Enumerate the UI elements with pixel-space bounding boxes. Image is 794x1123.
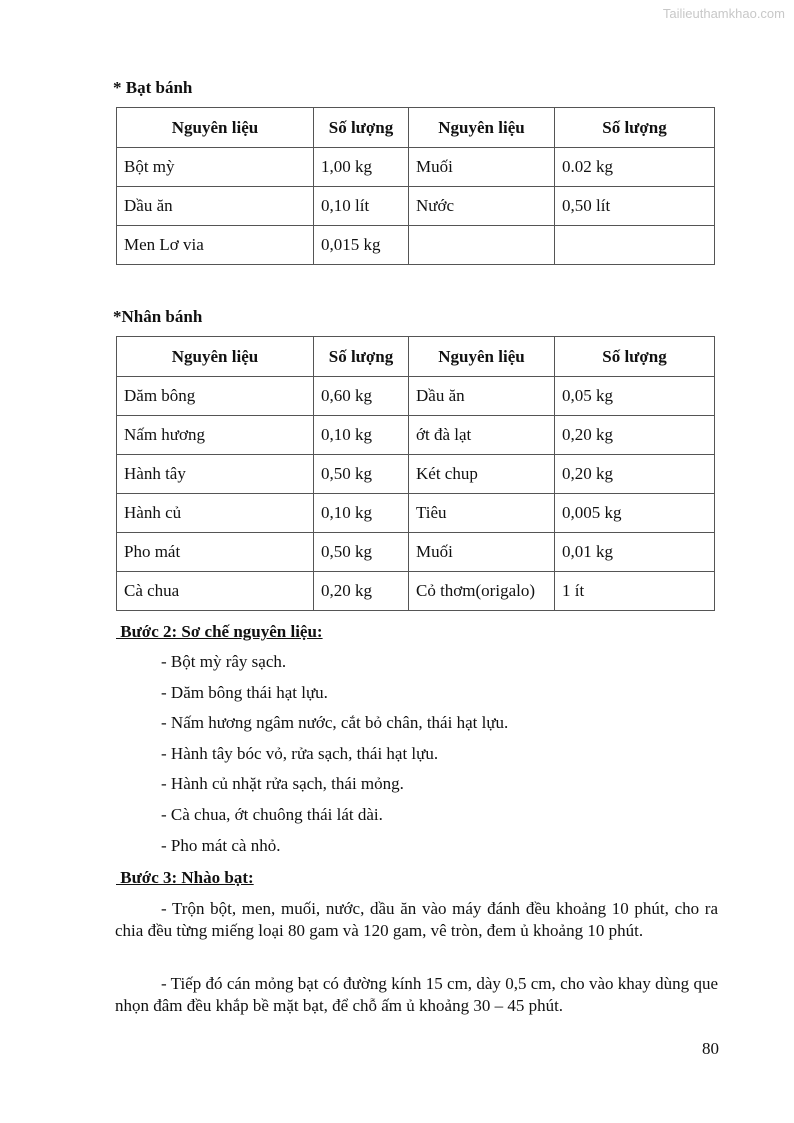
bat-banh-table	[116, 107, 715, 265]
column-header: Nguyên liệu	[409, 108, 555, 148]
step2-list-item: - Pho mát cà nhỏ.	[161, 835, 281, 855]
table-cell: Men Lơ via	[117, 226, 314, 265]
table-cell: 0,01 kg	[555, 533, 715, 572]
table-cell: 0.02 kg	[555, 148, 715, 187]
step2-list-item: - Hành tây bóc vỏ, rửa sạch, thái hạt lựu.	[161, 743, 439, 763]
table-row	[117, 572, 715, 611]
table-cell: Muối	[409, 148, 555, 187]
table-row	[117, 226, 715, 265]
table-cell: Nước	[409, 187, 555, 226]
table-cell: 0,015 kg	[314, 226, 409, 265]
step3-heading: Bước 3: Nhào bạt:	[116, 868, 254, 887]
section-title-nhan-banh: *Nhân bánh	[113, 307, 203, 326]
page-number: 80	[702, 1039, 719, 1058]
table-header-row	[117, 108, 715, 148]
table-row	[117, 187, 715, 226]
table-cell: Cỏ thơm(origalo)	[409, 572, 555, 611]
column-header: Nguyên liệu	[117, 337, 314, 377]
table-cell: Dầu ăn	[117, 187, 314, 226]
table-cell: Dăm bông	[117, 377, 314, 416]
table-cell: ớt đà lạt	[409, 416, 555, 455]
table-row	[117, 148, 715, 187]
table-cell: Pho mát	[117, 533, 314, 572]
table-cell	[409, 226, 555, 265]
table-cell: 0,005 kg	[555, 494, 715, 533]
table-cell: 0,05 kg	[555, 377, 715, 416]
table-cell: 1 ít	[555, 572, 715, 611]
column-header: Số lượng	[555, 108, 715, 148]
table-header-row	[117, 337, 715, 377]
table-cell: Dầu ăn	[409, 377, 555, 416]
nhan-banh-table	[116, 336, 715, 611]
table-cell: 0,20 kg	[314, 572, 409, 611]
step2-list-item: - Dăm bông thái hạt lựu.	[161, 682, 328, 702]
step3-paragraph: - Trộn bột, men, muối, nước, dầu ăn vào máy đánh đều khoảng 10 phút, cho ra chia đều từng miếng loại 80 gam và 120 gam, vê tròn, đem ủ khoảng 10 phút.	[115, 899, 718, 940]
table-cell: 0,60 kg	[314, 377, 409, 416]
table-row	[117, 377, 715, 416]
column-header: Nguyên liệu	[117, 108, 314, 148]
table-cell: Bột mỳ	[117, 148, 314, 187]
step2-heading: Bước 2: Sơ chế nguyên liệu:	[116, 622, 323, 641]
step2-list-item: - Nấm hương ngâm nước, cắt bỏ chân, thái hạt lựu.	[161, 713, 509, 733]
table-row	[117, 533, 715, 572]
table-cell: Hành tây	[117, 455, 314, 494]
column-header: Số lượng	[314, 337, 409, 377]
table-cell: 0,20 kg	[555, 455, 715, 494]
table-cell	[555, 226, 715, 265]
table-cell: 0,10 kg	[314, 494, 409, 533]
table-row	[117, 494, 715, 533]
step2-list-item: - Cà chua, ớt chuông thái lát dài.	[161, 805, 383, 824]
table-cell: Muối	[409, 533, 555, 572]
table-cell: 0,50 kg	[314, 455, 409, 494]
table-cell: 0,50 kg	[314, 533, 409, 572]
table-cell: 0,50 lít	[555, 187, 715, 226]
table-row	[117, 416, 715, 455]
column-header: Số lượng	[555, 337, 715, 377]
step3-paragraph: - Tiếp đó cán mỏng bạt có đường kính 15 cm, dày 0,5 cm, cho vào khay dùng que nhọn đâm đều khắp bề mặt bạt, để chỗ ấm ủ khoảng 30 – 45 phút.	[115, 974, 718, 1015]
table-cell: 0,20 kg	[555, 416, 715, 455]
section-title-bat-banh: * Bạt bánh	[113, 78, 193, 97]
table-cell: Két chup	[409, 455, 555, 494]
table-cell: Tiêu	[409, 494, 555, 533]
table-row	[117, 455, 715, 494]
column-header: Nguyên liệu	[409, 337, 555, 377]
watermark: Tailieuthamkhao.com	[662, 6, 785, 21]
table-cell: Hành củ	[117, 494, 314, 533]
step2-list-item: - Hành củ nhặt rửa sạch, thái mỏng.	[161, 774, 404, 794]
table-cell: 0,10 lít	[314, 187, 409, 226]
column-header: Số lượng	[314, 108, 409, 148]
step2-list-item: - Bột mỳ rây sạch.	[161, 652, 287, 671]
table-cell: Cà chua	[117, 572, 314, 611]
table-cell: Nấm hương	[117, 416, 314, 455]
table-cell: 0,10 kg	[314, 416, 409, 455]
table-cell: 1,00 kg	[314, 148, 409, 187]
